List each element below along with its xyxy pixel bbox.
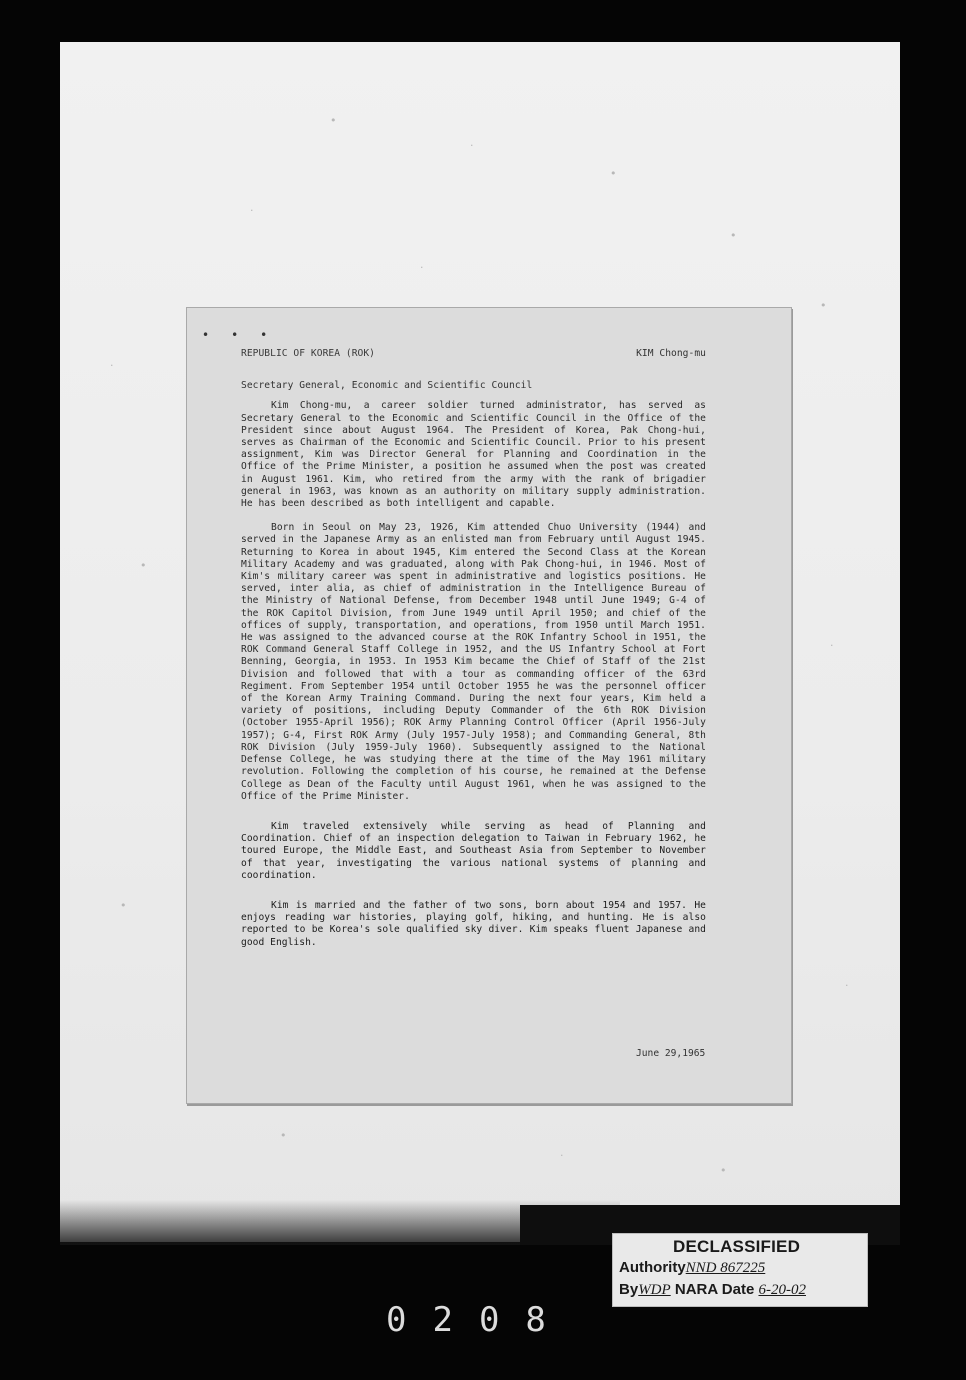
speck: • (140, 559, 147, 572)
speck: • (720, 1164, 727, 1177)
stamp-by-value: WDP (638, 1282, 671, 1298)
speck: • (120, 899, 127, 912)
punch-marks: ••• (202, 328, 290, 342)
stamp-authority-label: Authority (619, 1259, 686, 1276)
paragraph-travel: Kim traveled extensively while serving as head of Planning and Coordination. Chief of an inspection delegation to Taiwan in February 1962, he toured Europe, the Middle East, and Southeast Asia from September to November of that year, investigating the various national systems of planning and coordination. (241, 820, 706, 881)
stamp-authority-line (619, 1259, 765, 1277)
stamp-by-line (619, 1281, 806, 1299)
paragraph-military-history: Born in Seoul on May 23, 1926, Kim attended Chuo University (1944) and served in the Japanese Army as an enlisted man from February until August 1945. Returning to Korea in about 1945, Kim entered the Second Class at the Korean Military Academy and was graduated, along with Pak Chong-hui, in 1946. Most of Kim's military career was spent in administrative and logistics positions. He served, inter alia, as chief of administration in the Intelligence Bureau of the Ministry of National Defense, from December 1948 until June 1949; G-4 of the ROK Capitol Division, from June 1949 until April 1950; and chief of the offices of supply, transportation, and operations, from 1950 until March 1951. He was assigned to the advanced course at the ROK Infantry School in 1951, the ROK Command General Staff College in 1952, and the US Infantry School at Fort Benning, Georgia, in 1953. In 1953 Kim became the Chief of Staff of the 21st Division and followed that with a tour as commanding officer of the 63rd Regiment. From September 1954 until October 1955 he was the personnel officer of the Korean Army Training Command. During the next four years, Kim held a variety of positions, including Deputy Commander of the 6th ROK Division (October 1955-April 1956); ROK Army Planning Control Officer (April 1956-July 1957); G-4, First ROK Army (July 1957-July 1958); and Commanding General, 8th ROK Division (July 1959-July 1960). Subsequently assigned to the National Defense College, he was studying there at the time of the May 1961 military revolution. Following the completion of his course, he remained at the Defense College as Dean of the Faculty until August 1961, when he was assigned to the Office of the Prime Minister. (241, 522, 706, 802)
frame-number: 0208 (386, 1300, 572, 1340)
speck: • (730, 229, 737, 242)
speck: • (610, 167, 617, 180)
speck: · (110, 359, 114, 372)
paragraph-personal: Kim is married and the father of two sons, born about 1954 and 1957. He enjoys reading war histories, playing golf, hiking, and hunting. He is also reported to be Korea's sole qualified sky diver. Kim speaks fluent Japanese and good English. (241, 899, 706, 948)
stamp-authority-value: NND 867225 (685, 1260, 766, 1276)
subject-name: KIM Chong-mu (636, 348, 706, 359)
position-title: Secretary General, Economic and Scientific Council (241, 380, 533, 392)
paragraph-career-summary: Kim Chong-mu, a career soldier turned administrator, has served as Secretary General to the Economic and Scientific Council in the Office of the President since about August 1964. The President of Korea, Pak Chong-hui, serves as Chairman of the Economic and Scientific Council. Prior to his present assignment, Kim was Director General for Planning and Coordination in the Office of the Prime Minister, a position he assumed when the post was created in August 1961. Kim, who retired from the army with the rank of brigadier general in 1963, was known as an authority on military supply administration. He has been described as both intelligent and capable. (241, 400, 706, 510)
speck: · (250, 204, 254, 217)
speck: • (330, 114, 337, 127)
document-page (186, 307, 792, 1104)
country-heading: REPUBLIC OF KOREA (ROK) (241, 348, 375, 359)
stamp-by-label: By (619, 1281, 639, 1298)
stamp-date-value: 6-20-02 (758, 1282, 806, 1298)
speck: • (280, 1129, 287, 1142)
speck: · (560, 1149, 564, 1162)
speck: · (470, 139, 474, 152)
stamp-nara-label: NARA Date (674, 1281, 755, 1298)
speck: · (830, 639, 834, 652)
document-date: June 29,1965 (636, 1048, 706, 1059)
stamp-title: DECLASSIFIED (673, 1237, 801, 1256)
speck: · (845, 979, 849, 992)
speck: · (420, 261, 424, 274)
declassified-stamp (612, 1233, 868, 1307)
document-body (241, 348, 706, 958)
speck: • (820, 299, 827, 312)
document-header (241, 348, 706, 360)
